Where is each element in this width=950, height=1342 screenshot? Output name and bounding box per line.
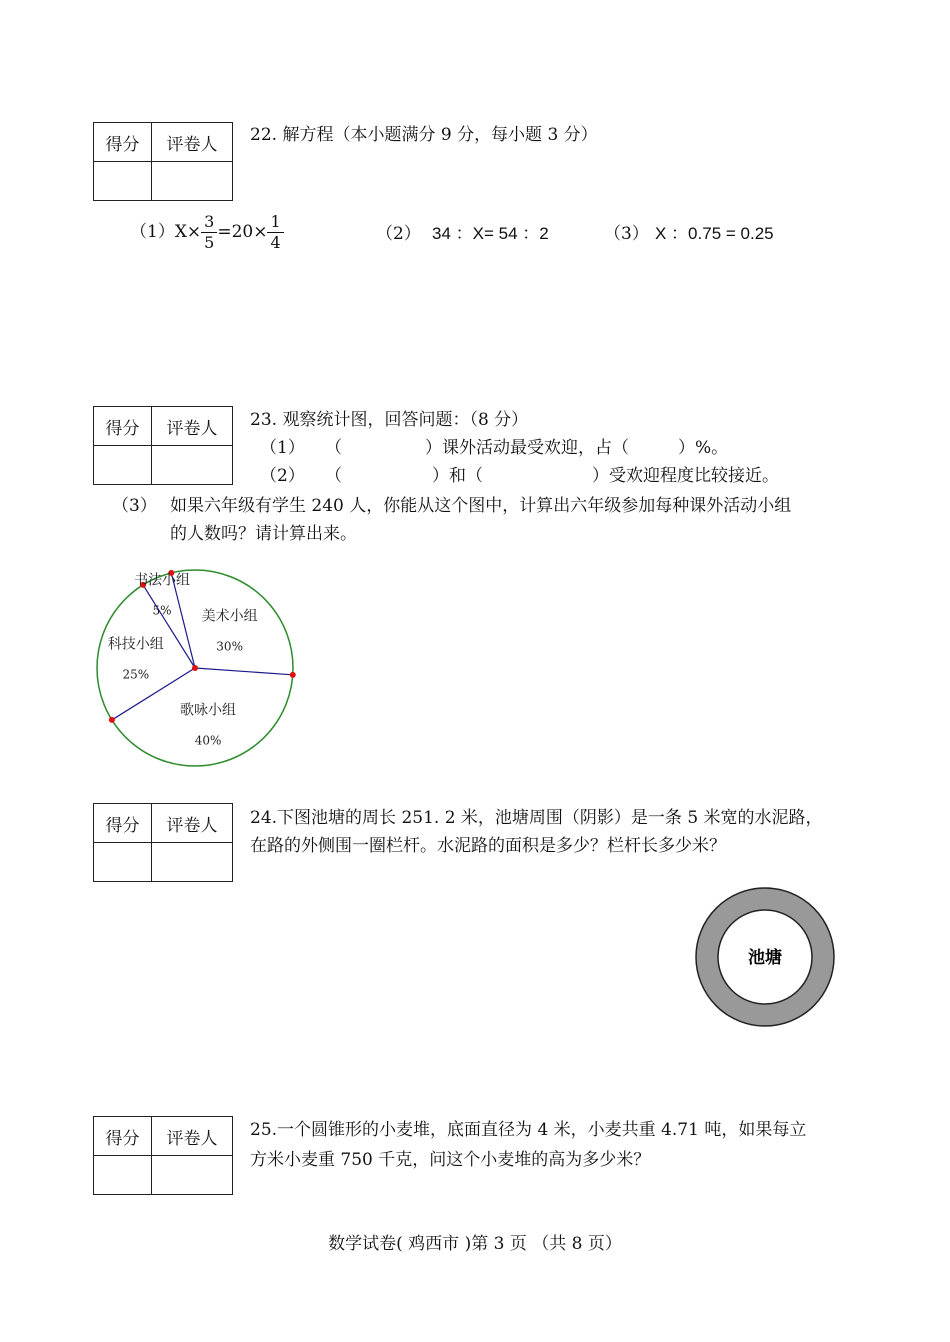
pie-slice-percent: 5% (152, 603, 172, 618)
grader-label: 评卷人 (152, 804, 233, 843)
pie-slice-label: 科技小组 (107, 636, 164, 653)
score-cell (94, 446, 152, 485)
q25-line1: 25.一个圆锥形的小麦堆，底面直径为 4 米，小麦共重 4.71 吨，如果每立 (250, 1120, 807, 1140)
q23-l1-a: （ (325, 438, 342, 458)
grader-cell (152, 843, 233, 882)
q22-eq3-label: （3） (604, 224, 649, 244)
q23-l1-c: ）%。 (678, 438, 729, 458)
score-box-q23 (93, 406, 233, 485)
pond-label: 池塘 (748, 948, 782, 968)
q22-eq1 (130, 212, 284, 253)
q22-eq1-prefix: （1）X× (130, 222, 202, 242)
frac-num: 3 (201, 212, 217, 233)
frac-num: 1 (267, 212, 283, 233)
score-cell (94, 1156, 152, 1195)
fraction-3-5 (201, 212, 217, 253)
grader-label: 评卷人 (152, 123, 233, 162)
pie-slice-percent: 40% (194, 733, 222, 748)
q25-line2: 方米小麦重 750 千克，问这个小麦堆的高为多少米？ (250, 1150, 651, 1170)
pie-slice-label: 书法小组 (134, 572, 191, 589)
pie-boundary-dot (109, 717, 115, 723)
score-cell (94, 843, 152, 882)
q23-l2-b: ）和（ (432, 466, 483, 486)
pie-radius-3 (195, 668, 293, 675)
score-label: 得分 (94, 407, 152, 446)
q23-l3-line1: 如果六年级有学生 240 人，你能从这个图中，计算出六年级参加每种课外活动小组 (170, 496, 792, 516)
pie-boundary-dot (290, 672, 296, 678)
q24-line1: 24.下图池塘的周长 251. 2 米，池塘周围（阴影）是一条 5 米宽的水泥路， (250, 808, 823, 828)
grader-label: 评卷人 (152, 1117, 233, 1156)
grader-cell (152, 1156, 233, 1195)
q23-l1-b: ）课外活动最受欢迎，占（ (425, 438, 629, 458)
q24-line2: 在路的外侧围一圈栏杆。水泥路的面积是多少？栏杆长多少米？ (250, 836, 726, 856)
q23-l2-label: （2） (260, 466, 305, 486)
q23-title: 23. 观察统计图，回答问题：（8 分） (250, 410, 529, 430)
frac-den: 5 (204, 233, 215, 252)
q23-l2-c: ）受欢迎程度比较接近。 (592, 466, 779, 486)
score-label: 得分 (94, 804, 152, 843)
pie-slice-percent: 25% (122, 667, 150, 682)
score-cell (94, 162, 152, 201)
pie-center-dot (192, 665, 198, 671)
score-box-q24 (93, 803, 233, 882)
q22-eq3: X ：0.75 = 0.25 (655, 224, 774, 243)
score-box-q22 (93, 122, 233, 201)
score-label: 得分 (94, 123, 152, 162)
q23-l2-a: （ (325, 466, 342, 486)
grader-cell (152, 162, 233, 201)
pond-diagram (690, 885, 840, 1030)
q22-eq2: 34 ：X= 54 ：2 (432, 224, 549, 243)
pie-slice-percent: 30% (216, 639, 243, 654)
score-box-q25 (93, 1116, 233, 1195)
q23-l1-label: （1） (260, 438, 305, 458)
q23-l3-label: （3） (112, 496, 157, 516)
q22-eq1-mid: =20× (217, 222, 268, 242)
page-footer: 数学试卷( 鸡西市 )第 3 页 （共 8 页） (328, 1234, 622, 1254)
pie-chart (80, 560, 310, 770)
pie-radius-1 (143, 585, 195, 668)
score-label: 得分 (94, 1117, 152, 1156)
pie-slice-label: 美术小组 (201, 608, 258, 625)
pie-slice-label: 歌咏小组 (180, 702, 237, 719)
q23-l3-line2: 的人数吗？请计算出来。 (170, 524, 357, 544)
grader-label: 评卷人 (152, 407, 233, 446)
fraction-1-4 (267, 212, 283, 253)
frac-den: 4 (270, 233, 281, 252)
q22-title: 22. 解方程（本小题满分 9 分，每小题 3 分） (250, 125, 598, 145)
q22-eq2-label: （2） (376, 224, 421, 244)
grader-cell (152, 446, 233, 485)
